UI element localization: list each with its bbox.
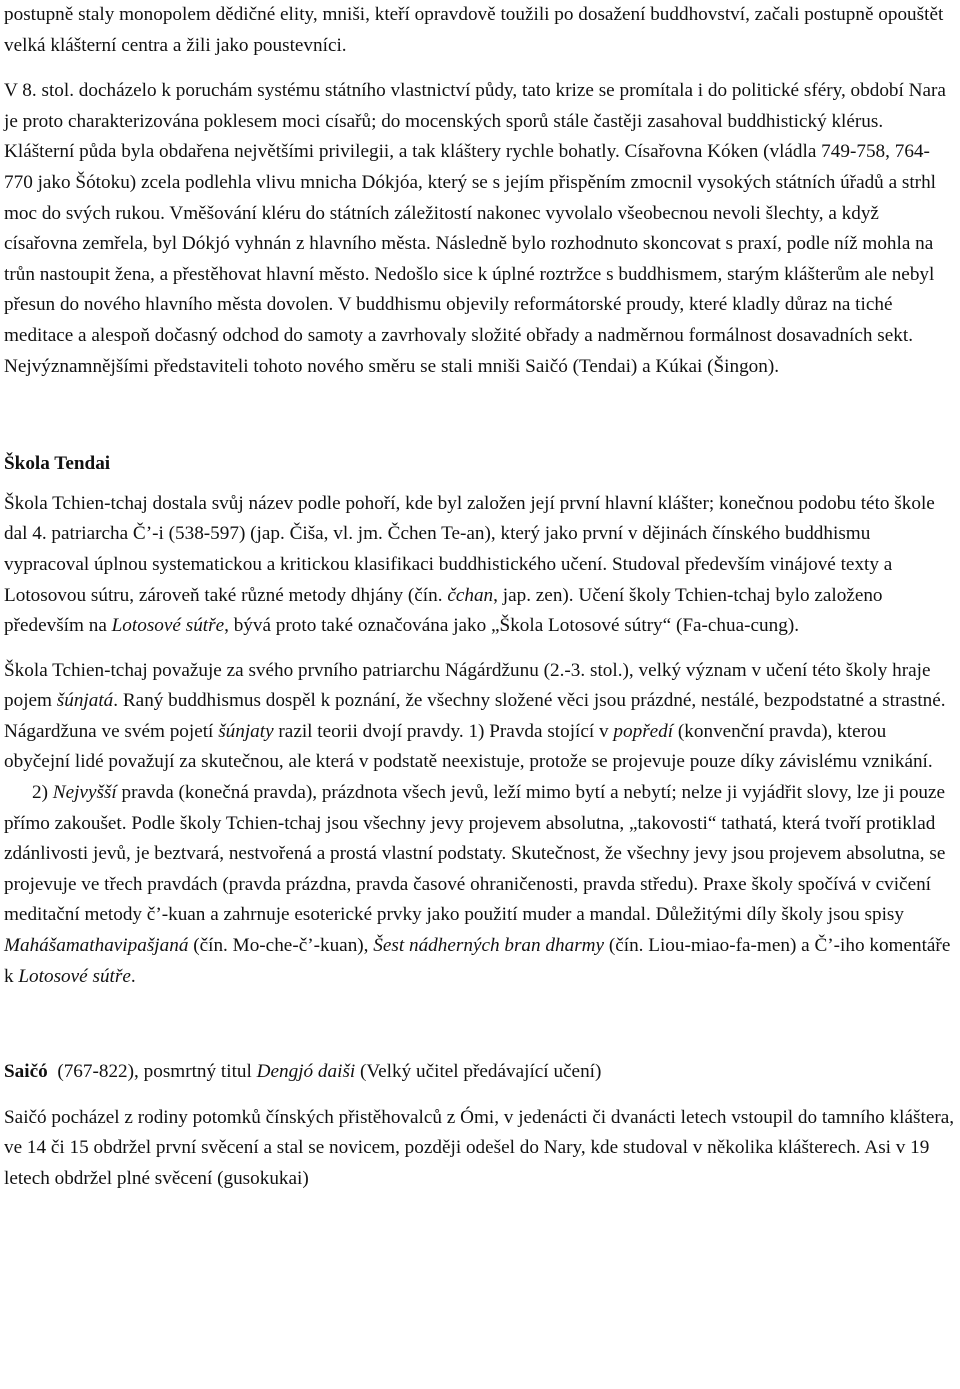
paragraph-intro: postupně staly monopolem dědičné elity, mniši, kteří opravdově toužili po dosažení buddhovství, začali postupně opouštět velká klášterní centra a žili jako poustevníci. <box>4 4 944 56</box>
section-heading-tendai: Škola Tendai <box>4 453 111 475</box>
saicho-name: Saičó <box>4 1061 48 1083</box>
paragraph-saicho-biography: Saičó pocházel z rodiny potomků čínských přistěhovalců z Ómi, v jedenácti či dvanácti letech vstoupil do tamního kláštera, ve 14 či 15 obdržel první svěcení a stal se novicem, později odešel do Nary, kde studoval v několika klášterech. Asi v 19 letech obdržel plné svěcení (gusokukai) <box>4 1106 955 1189</box>
document-page <box>4 0 957 1195</box>
section-heading-saicho: Saičó (767-822), posmrtný titul Dengjó daiši (Velký učitel předávající učení) <box>4 1061 602 1083</box>
paragraph-tiantai-doctrine: Škola Tchien-tchaj považuje za svého prvního patriarchu Nágárdžunu (2.-3. stol.), velký význam v učení této školy hraje pojem šúnjatá. Raný buddhismus dospěl k poznání, že všechny složené věci jsou prázdné, nestálé, bezpodstatné a strastné. Nágardžuna ve svém pojetí šúnjaty razil teorii dvojí pravdy. 1) Pravda stojící v popředí (konvenční pravda), kterou obyčejní lidé považují za skutečnou, ale která v podstatě neexistuje, protože se projevuje pouze díky závislému vznikání.2) Nejvyšší pravda (konečná pravda), prázdnota všech jevů, leží mimo bytí a nebytí; nelze ji vyjádřit slovy, lze ji pouze přímo zakoušet. Podle školy Tchien-tchaj jsou všechny jevy projevem absolutna, „takovosti“ tathatá, která tvoří protiklad zdánlivosti jevů, je beztvará, nestvořená a prostá vlastní podstaty. Skutečnost, že všechny jevy jsou projevem absolutna, se projevuje ve třech pravdách (pravda prázdna, pravda časové ohraničenosti, pravda středu). Praxe školy spočívá v cvičení meditační metody č’-kuan a zahrnuje esoterické prvky jako použití muder a mandal. Důležitými díly školy jsou spisy Mahášamathavipašjaná (čín. Mo-che-č’-kuan), Šest nádherných bran dharmy (čín. Liou-miao-fa-men) a Č’-iho komentáře k Lotosové sútře. <box>4 659 951 987</box>
paragraph-tiantai-origin: Škola Tchien-tchaj dostala svůj název podle pohoří, kde byl založen její první hlavní klášter; konečnou podobu této škole dal 4. patriarcha Č’-i (538-597) (jap. Čiša, vl. jm. Čchen Te-an), který jako první v dějinách čínského buddhismu vypracoval úplnou systematickou a kritickou klasifikaci buddhistického učení. Studoval především vinájové texty a Lotosovou sútru, zároveň také různé metody dhjány (čín. čchan, jap. zen). Učení školy Tchien-tchaj bylo založeno především na Lotosové sútře, bývá proto také označována jako „Škola Lotosové sútry“ (Fa-chua-cung). <box>4 492 935 637</box>
paragraph-nara-period: V 8. stol. docházelo k poruchám systému státního vlastnictví půdy, tato krize se promítala i do politické sféry, období Nara je proto charakterizována poklesem moci císařů; do mocenských sporů stále častěji zasahoval buddhistický klérus. Klášterní půda byla obdařena největšími privilegii, a tak kláštery rychle bohatly. Císařovna Kóken (vládla 749-758, 764-770 jako Šótoku) zcela podlehla vlivu mnicha Dókjóa, který se s jejím přispěním zmocnil vysokých státních úřadů a strhl moc do svých rukou. Vměšování kléru do státních záležitostí nakonec vyvolalo všeobecnou nevoli šlechty, a když císařovna zemřela, byl Dókjó vyhnán z hlavního města. Následně bylo rozhodnuto skoncovat s praxí, podle níž mohla na trůn nastoupit žena, a přestěhovat hlavní město. Nedošlo sice k úplné roztržce s buddhismem, starým klášterům ale nebyl přesun do nového hlavního města dovolen. V buddhismu objevily reformátorské proudy, které kladly důraz na tiché meditace a alespoň dočasný odchod do samoty a zavrhovaly složité obřady a nadměrnou formálnost dosavadních sekt. Nejvýznamnějšími představiteli tohoto nového směru se stali mniši Saičó (Tendai) a Kúkai (Šingon). <box>4 80 946 377</box>
